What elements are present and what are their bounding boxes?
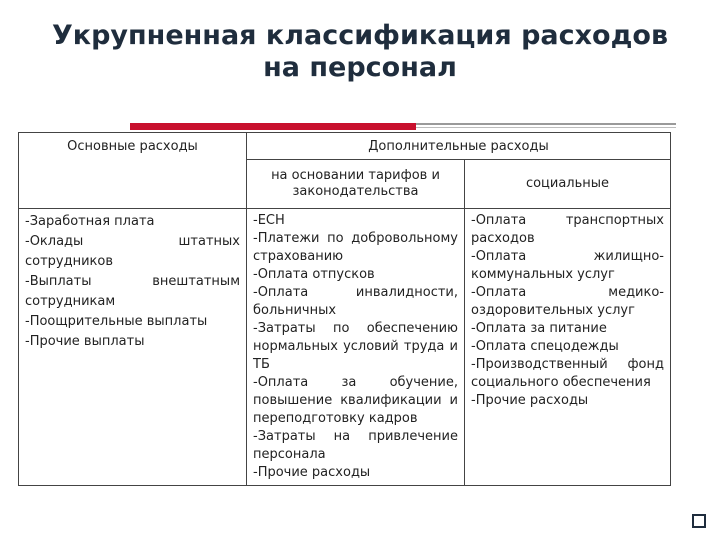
main-item: -Поощрительные выплаты [25,314,208,329]
social-item: -Оплата спецодежды [471,339,619,354]
tariff-item: -Платежи по добровольному страхованию [253,231,458,264]
page-title-line-2: на персонал [263,52,457,83]
social-expenses-list [471,212,664,410]
decorative-square [692,514,706,528]
social-item: -Оплата транспортных расходов [471,213,664,246]
social-item: -Оплата медико-оздоровительных услуг [471,285,664,318]
tariff-item: -ЕСН [253,213,285,228]
header-additional-expenses: Дополнительные расходы [247,133,671,160]
subheader-tariffs: на основании тарифов и законодательства [247,160,465,209]
expense-classification-table [18,132,671,486]
tariff-item: -Прочие расходы [253,465,371,480]
tariff-item: -Оплата отпусков [253,267,375,282]
main-item: -Выплаты внештатным сотрудникам [25,274,240,309]
page-title-line-1: Укрупненная классификация расходов [51,20,669,51]
social-item: -Оплата за питание [471,321,607,336]
main-item: -Оклады штатных сотрудников [25,234,240,269]
header-main-expenses: Основные расходы [19,133,247,160]
tariff-item: -Затраты по обеспечению нормальных условий труда и ТБ [253,321,458,372]
tariff-item: -Затраты на привлечение персонала [253,429,458,462]
main-expenses-list [25,212,240,352]
tariff-item: -Оплата инвалидности, больничных [253,285,458,318]
accent-line-gray [416,123,676,125]
social-item: -Производственный фонд социального обеспечения [471,357,664,390]
subheader-social: социальные [465,160,671,209]
social-item: -Оплата жилищно-коммунальных услуг [471,249,664,282]
header-main-spacer [19,160,247,209]
page-title [0,20,720,84]
social-item: -Прочие расходы [471,393,589,408]
main-item: -Прочие выплаты [25,334,145,349]
accent-line-gray-thin [416,127,676,128]
tariff-item: -Оплата за обучение, повышение квалификации и переподготовку кадров [253,375,458,426]
main-item: -Заработная плата [25,214,155,229]
accent-bar-red [130,123,416,130]
social-expenses-cell [465,209,671,486]
tariff-expenses-list [253,212,458,482]
tariff-expenses-cell [247,209,465,486]
main-expenses-cell [19,209,247,486]
